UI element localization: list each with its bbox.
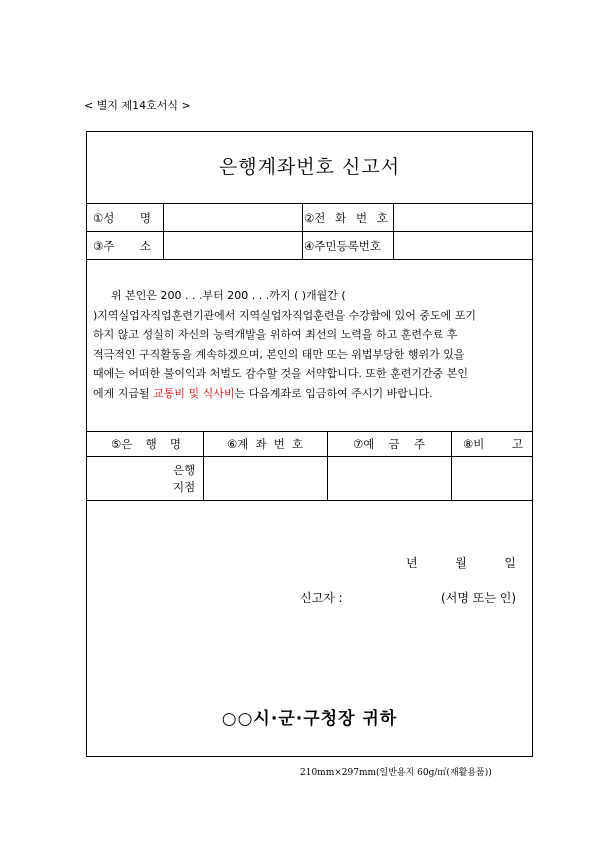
phone-label: ②전 화 번 호	[304, 211, 388, 225]
pledge-line: 때에는 어떠한 불이익과 처벌도 감수할 것을 서약합니다. 또한 훈련기간중 본인	[93, 367, 468, 380]
address-field[interactable]	[165, 232, 301, 258]
form-title: 은행계좌번호 신고서	[218, 156, 401, 178]
allowance-highlight: 교통비 및 식사비	[153, 386, 235, 400]
account-holder-field[interactable]	[329, 457, 450, 499]
pledge-text-before: 에게 지급될	[93, 386, 154, 400]
pledge-line: 적극적인 구직활동을 계속하겠으며, 본인의 태만 또는 위법부당한 행위가 있을	[93, 347, 465, 361]
reporter-label: 신고자 :	[300, 591, 343, 605]
form-number-label: < 별지 제14호서식 >	[84, 99, 191, 112]
divider	[203, 431, 204, 500]
remarks-header: ⑧비 고	[463, 437, 523, 451]
address-label: ③주 소	[93, 239, 151, 253]
signature-note: (서명 또는 인)	[441, 591, 516, 605]
date-line: 년 월 일	[406, 556, 516, 570]
name-label: ①성 명	[93, 211, 151, 225]
bank-label: 은행	[173, 463, 196, 477]
divider	[87, 259, 532, 260]
divider	[451, 431, 452, 500]
divider	[163, 203, 164, 259]
bank-name-header: ⑤은 행 명	[111, 437, 181, 451]
name-field[interactable]	[165, 204, 301, 230]
addressee: ○○시·군·구청장 귀하	[221, 709, 398, 729]
pledge-line: 위 본인은 200 . . .부터 200 . . .까지 ( )개월간 (	[111, 289, 346, 302]
account-number-field[interactable]	[205, 457, 326, 499]
pledge-line: 하지 않고 성실히 자신의 능력개발을 위하여 최선의 노력을 하고 훈련수료 후	[93, 328, 458, 341]
branch-label: 지점	[173, 480, 196, 494]
id-number-label: ④주민등록번호	[304, 239, 381, 253]
remarks-field[interactable]	[453, 457, 532, 499]
report-form	[86, 131, 533, 757]
divider	[302, 203, 303, 259]
pledge-line: )지역실업자직업훈련기관에서 지역실업자직업훈련을 수강함에 있어 중도에 포기	[93, 308, 477, 322]
account-holder-header: ⑦예 금 주	[353, 437, 425, 451]
pledge-line	[93, 384, 526, 404]
phone-field[interactable]	[395, 204, 532, 230]
divider	[327, 431, 328, 500]
divider	[393, 203, 394, 259]
paper-spec-footer: 210mm×297mm(일반용지 60g/㎡(재활용품))	[300, 768, 492, 778]
pledge-text-after: 는 다음계좌로 입금하여 주시기 바랍니다.	[234, 386, 433, 400]
pledge-text	[93, 286, 526, 403]
divider	[87, 500, 532, 501]
account-number-header: ⑥계 좌 번 호	[227, 437, 303, 451]
id-number-field[interactable]	[395, 232, 532, 258]
divider	[87, 431, 532, 432]
